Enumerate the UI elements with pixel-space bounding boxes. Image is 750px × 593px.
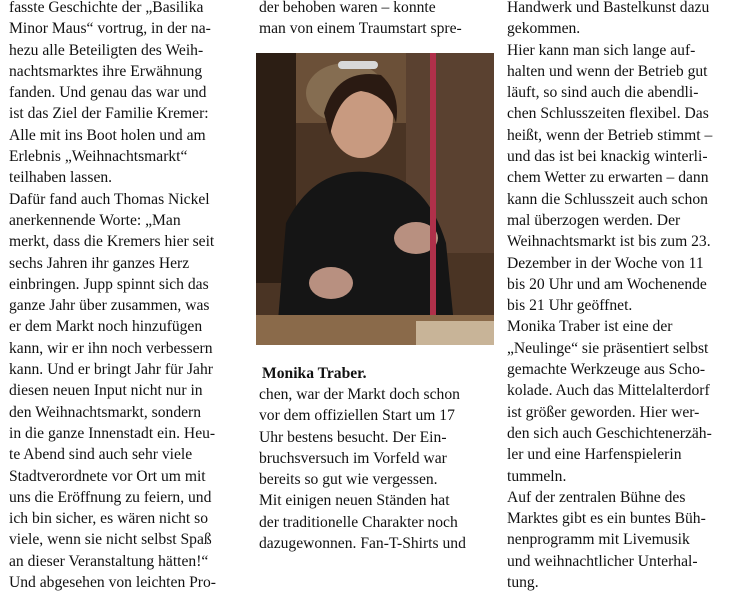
text-line: heißt, wenn der Betrieb stimmt – bbox=[507, 126, 713, 144]
text-line: bereits so gut wie vergessen. bbox=[259, 471, 438, 489]
text-line: bis 21 Uhr geöffnet. bbox=[507, 297, 633, 315]
text-line: nachtsmarktes ihre Erwähnung bbox=[9, 62, 203, 80]
text-line: in die ganze Innenstadt ein. Heu- bbox=[9, 424, 216, 442]
text-line: gemachte Werkzeuge aus Scho- bbox=[507, 361, 706, 379]
text-line: kann die Schlusszeit auch schon bbox=[507, 190, 708, 208]
text-line: dazugewonnen. Fan-T-Shirts und bbox=[259, 535, 466, 553]
text-line: der behoben waren – konnte bbox=[259, 0, 436, 16]
text-line: er dem Markt noch hinzufügen bbox=[9, 318, 203, 336]
text-line: Minor Maus“ vortrug, in der na- bbox=[9, 20, 211, 38]
text-line: nenprogramm mit Livemusik bbox=[507, 531, 690, 549]
text-line: einbringen. Jupp spinnt sich das bbox=[9, 275, 209, 293]
text-line: Hier kann man sich lange auf- bbox=[507, 41, 696, 59]
text-line: fanden. Und genau das war und bbox=[9, 84, 207, 102]
text-line: teilhaben lassen. bbox=[9, 169, 113, 187]
text-line: tung. bbox=[507, 574, 539, 592]
text-line: ist das Ziel der Familie Kremer: bbox=[9, 105, 209, 123]
article-column-1 bbox=[9, 0, 245, 593]
text-line: an dieser Veranstaltung hätten!“ bbox=[9, 552, 209, 570]
text-line: vor dem offiziellen Start um 17 bbox=[259, 407, 455, 425]
text-line: Weihnachtsmarkt ist bis zum 23. bbox=[507, 233, 711, 251]
text-line: bruchsversuch im Vorfeld war bbox=[259, 449, 447, 467]
article-photo bbox=[256, 53, 494, 345]
text-line: Und abgesehen von leichten Pro- bbox=[9, 574, 216, 592]
text-line: den Weihnachtsmarkt, sondern bbox=[9, 403, 202, 421]
photo-illustration bbox=[256, 53, 494, 345]
text-line: ler und eine Harfenspielerin bbox=[507, 446, 682, 464]
article-column-2-bottom bbox=[259, 384, 494, 554]
article-column-2-top bbox=[259, 0, 494, 40]
text-line: man von einem Traumstart spre- bbox=[259, 20, 462, 38]
text-line: chen, war der Markt doch schon bbox=[259, 386, 460, 403]
text-line: bis 20 Uhr und am Wochenende bbox=[507, 275, 707, 293]
text-line: Alle mit ins Boot holen und am bbox=[9, 126, 206, 144]
text-line: Mit einigen neuen Ständen hat bbox=[259, 492, 450, 510]
text-line: Monika Traber ist eine der bbox=[507, 318, 673, 336]
text-line: Marktes gibt es ein buntes Büh- bbox=[507, 510, 706, 528]
text-line: halten und wenn der Betrieb gut bbox=[507, 62, 708, 80]
text-line: gekommen. bbox=[507, 20, 581, 38]
text-line: Dezember in der Woche von 11 bbox=[507, 254, 704, 272]
text-line: den sich auch Geschichtenerzäh- bbox=[507, 424, 712, 442]
text-line: läuft, so sind auch die abendli- bbox=[507, 84, 699, 102]
text-line: viele, wenn sie nicht selbst Spaß bbox=[9, 531, 212, 549]
text-line: tummeln. bbox=[507, 467, 567, 485]
article-column-3 bbox=[507, 0, 745, 593]
text-line: kolade. Auch das Mittelalterdorf bbox=[507, 382, 710, 400]
text-line: Erlebnis „Weihnachtsmarkt“ bbox=[9, 148, 188, 166]
text-line: chen Schlusszeiten flexibel. Das bbox=[507, 105, 709, 123]
text-line: hezu alle Beteiligten des Weih- bbox=[9, 41, 204, 59]
text-line: fasste Geschichte der „Basilika bbox=[9, 0, 204, 16]
photo-caption: Monika Traber. bbox=[262, 365, 367, 382]
text-line: ich bin sicher, es wären nicht so bbox=[9, 510, 209, 528]
text-line: diesen neuen Input nicht nur in bbox=[9, 382, 203, 400]
text-line: Dafür fand auch Thomas Nickel bbox=[9, 190, 210, 208]
text-line: und das ist bei knackig winterli- bbox=[507, 148, 708, 166]
text-line: und weihnachtlicher Unterhal- bbox=[507, 552, 698, 570]
text-line: Handwerk und Bastelkunst dazu bbox=[507, 0, 710, 16]
text-line: sechs Jahren ihr ganzes Herz bbox=[9, 254, 190, 272]
text-line: uns die Eröffnung zu feiern, und bbox=[9, 488, 212, 506]
text-line: ganze Jahr über zusammen, was bbox=[9, 297, 210, 315]
text-line: mal überzogen werden. Der bbox=[507, 211, 681, 229]
text-line: kann. Und er bringt Jahr für Jahr bbox=[9, 361, 213, 379]
text-line: kann, wir er ihn noch verbessern bbox=[9, 339, 213, 357]
text-line: Uhr bestens besucht. Der Ein- bbox=[259, 428, 447, 446]
text-line: „Neulinge“ sie präsentiert selbst bbox=[507, 339, 709, 357]
text-line: Stadtverordnete vor Ort um mit bbox=[9, 467, 206, 485]
text-line: ist größer geworden. Hier wer- bbox=[507, 403, 700, 421]
text-line: der traditionelle Charakter noch bbox=[259, 513, 458, 531]
text-line: anerkennende Worte: „Man bbox=[9, 211, 181, 229]
text-line: Auf der zentralen Bühne des bbox=[507, 488, 686, 506]
text-line: merkt, dass die Kremers hier seit bbox=[9, 233, 215, 251]
text-line: te Abend sind auch sehr viele bbox=[9, 446, 193, 464]
text-line: chem Wetter zu erwarten – dann bbox=[507, 169, 709, 187]
